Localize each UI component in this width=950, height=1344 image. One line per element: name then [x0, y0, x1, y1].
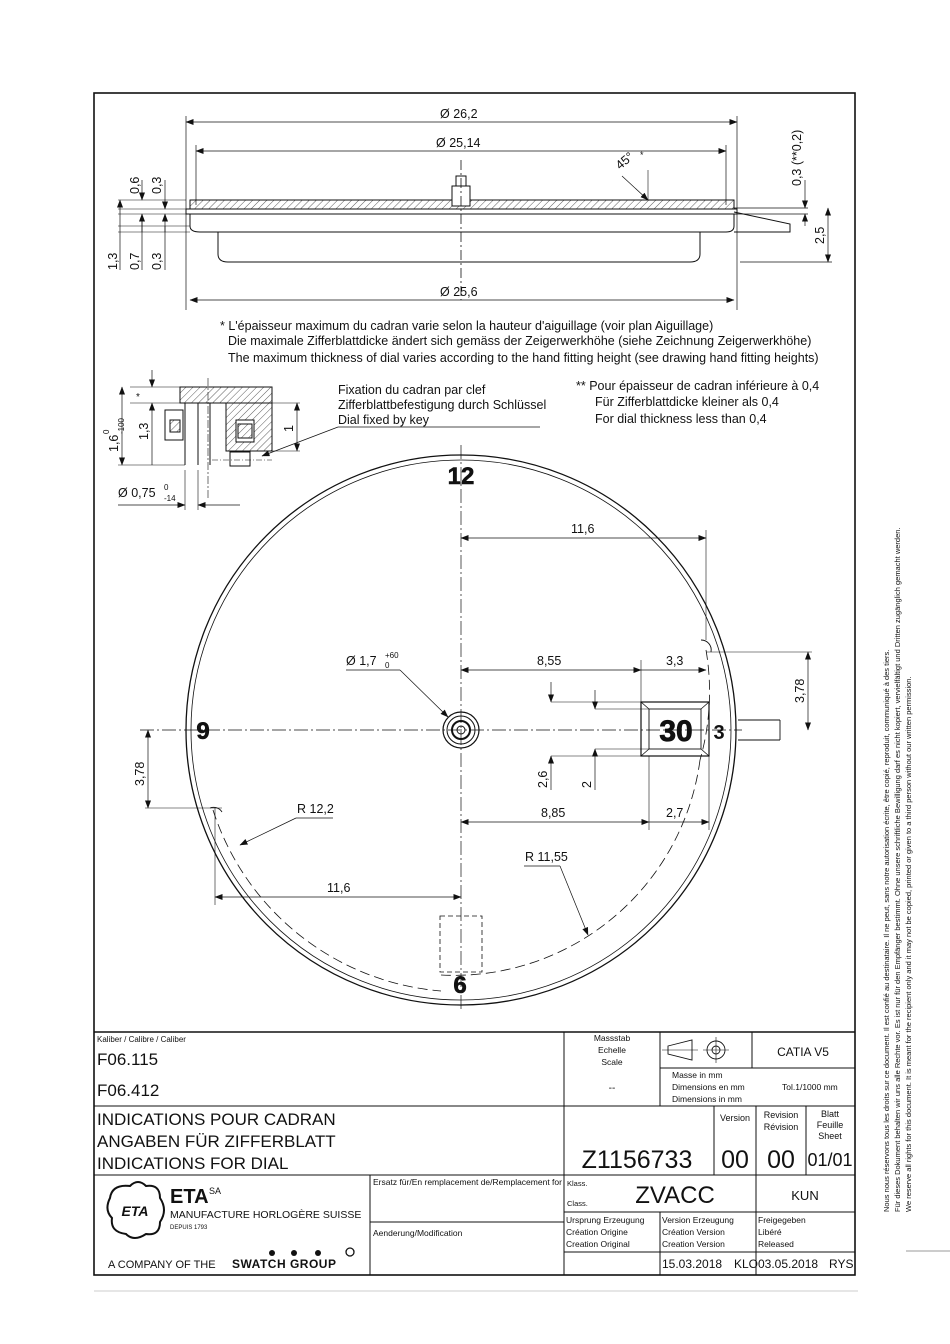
released-1: Freigegeben	[758, 1215, 806, 1225]
revision-value: 00	[767, 1146, 795, 1174]
note-star-de: Die maximale Zifferblattdicke ändert sich gemäss der Zeigerwerkhöhe (siehe Zeichnung Zeigerwerkhöhe)	[228, 334, 812, 348]
dim-r1155: R 11,55	[525, 850, 568, 864]
detail-dim-16: 1,6	[107, 434, 121, 452]
swatch-dots-icon	[269, 1248, 354, 1256]
tolerance: Tol.1/1000 mm	[782, 1082, 838, 1092]
drawing-number: Z1156733	[581, 1146, 693, 1174]
scale-label-2: Echelle	[598, 1045, 626, 1055]
scale-label-3: Scale	[601, 1057, 623, 1067]
author-origin: KLO	[734, 1257, 759, 1271]
dim-26: 2,6	[536, 770, 550, 788]
sheet-value: 01/01	[807, 1150, 853, 1170]
dial-numeral-9: 9	[196, 718, 210, 745]
brand-subtitle: MANUFACTURE HORLOGÈRE SUISSE	[170, 1209, 362, 1221]
date-origin: 15.03.2018	[662, 1257, 723, 1271]
svg-text:Nous nous réservons tous les d: Nous nous réservons tous les droits sur ce document. Il est confié au destinataire. Il ne peut, sans notre autorisation écrite, être copié, reproduit, communiqué à des tiers.	[882, 649, 891, 1212]
hole-diameter: Ø 1,7	[346, 654, 377, 668]
brand-since: DEPUIS 1793	[170, 1225, 208, 1231]
swatch-group: SWATCH GROUP	[232, 1257, 337, 1271]
released-2: Libéré	[758, 1227, 782, 1237]
brand-sup: SA	[209, 1186, 222, 1196]
dim-116-top: 11,6	[571, 522, 595, 536]
detail-star: *	[136, 392, 140, 403]
dim-bottom-diameter: Ø 25,6	[440, 285, 478, 299]
dim-27: 2,7	[666, 806, 684, 820]
version-created-3: Creation Version	[662, 1239, 725, 1249]
author-released: RYS	[829, 1257, 854, 1271]
version-created-1: Version Erzeugung	[662, 1215, 734, 1225]
dim-angle: 45°	[612, 149, 637, 173]
class-label-1: Klass.	[567, 1179, 588, 1188]
kun: KUN	[791, 1188, 819, 1203]
dim-left-03b: 0,3	[150, 252, 164, 270]
copyright-notice	[882, 527, 913, 1212]
date-released: 03.05.2018	[758, 1257, 819, 1271]
note-fix-en: Dial fixed by key	[338, 413, 430, 427]
note-dstar-de: Für Zifferblattdicke kleiner als 0,4	[595, 395, 779, 409]
svg-text:We reserve all rights for this: We reserve all rights for this document. It is meant for the recipient only and it may not be copied, printed or given to a third person without our written permission.	[904, 676, 913, 1212]
dim-angle-star: *	[640, 150, 644, 160]
revision-label-1: Revision	[763, 1110, 799, 1120]
title-en: INDICATIONS FOR DIAL	[97, 1154, 289, 1173]
dim-378-left: 3,78	[133, 761, 147, 786]
dim-inner-diameter: Ø 25,14	[436, 136, 481, 150]
company-line: A COMPANY OF THE	[108, 1259, 216, 1271]
note-dstar-en: For dial thickness less than 0,4	[595, 412, 767, 426]
detail-dim-dia-tol-bottom: -14	[164, 494, 176, 503]
caliber-1: F06.115	[97, 1050, 159, 1069]
dial-front-view	[140, 445, 812, 1012]
title-de: ANGABEN FÜR ZIFFERBLATT	[97, 1132, 336, 1151]
date-display: 30	[659, 715, 693, 748]
sheet-label-2: Feuille	[816, 1120, 844, 1130]
note-dstar-fr: ** Pour épaisseur de cadran inférieure à 0,4	[576, 379, 820, 393]
sheet-label-3: Sheet	[818, 1131, 842, 1141]
version-created-2: Création Version	[662, 1227, 725, 1237]
detail-dim-dia-tol-top: 0	[164, 483, 169, 492]
scale-label-1: Massstab	[593, 1033, 631, 1043]
dim-total-height: 2,5	[813, 226, 827, 244]
dim-885: 8,85	[541, 806, 566, 820]
sheet-label-1: Blatt	[820, 1109, 840, 1119]
modification-label: Aenderung/Modification	[373, 1228, 463, 1238]
revision-label-2: Révision	[763, 1122, 799, 1132]
dim-r122: R 12,2	[297, 802, 334, 816]
brand-name: ETA	[170, 1186, 209, 1208]
units-3: Dimensions in mm	[672, 1094, 742, 1104]
detail-dim-1: 1	[282, 425, 296, 432]
origin-2: Création Origine	[566, 1227, 628, 1237]
units-2: Dimensions en mm	[672, 1082, 745, 1092]
dial-numeral-3: 3	[713, 722, 725, 744]
title-fr: INDICATIONS POUR CADRAN	[97, 1110, 336, 1129]
dim-33: 3,3	[666, 654, 684, 668]
hole-tol-top: +60	[385, 651, 399, 660]
scale-value: --	[608, 1083, 616, 1094]
dim-height-tolerance: 0,3 (**0,2)	[790, 129, 804, 186]
dim-left-03a: 0,3	[150, 176, 164, 194]
class-label-2: Class.	[567, 1199, 588, 1208]
class-value: ZVACC	[635, 1182, 715, 1209]
caliber-2: F06.412	[97, 1081, 160, 1100]
replace-label: Ersatz für/En remplacement de/Remplacement for	[373, 1177, 562, 1187]
note-star-fr: * L'épaisseur maximum du cadran varie selon la hauteur d'aiguillage (voir plan Aiguillage)	[220, 319, 714, 333]
released-3: Released	[758, 1239, 794, 1249]
dim-855: 8,55	[537, 654, 562, 668]
svg-text:Für dieses Dokument behalten w: Für dieses Dokument behalten wir uns alle Rechte vor. Es ist nur für den Empfänger bestimmt. Ohne unsere schriftliche Bewilligung darf es nicht kopiert, vervielfältigt und Dritten zugänglich gemacht werden.	[893, 527, 902, 1212]
dim-outer-diameter: Ø 26,2	[440, 107, 478, 121]
note-star-en: The maximum thickness of dial varies according to the hand fitting height (see drawing hand fitting heights)	[228, 351, 819, 365]
dim-left-06: 0,6	[128, 176, 142, 194]
eta-logo	[107, 1182, 164, 1238]
note-fix-de: Zifferblattbefestigung durch Schlüssel	[338, 398, 547, 412]
cad-system: CATIA V5	[777, 1045, 829, 1059]
dim-2: 2	[580, 781, 594, 788]
detail-dim-13: 1,3	[137, 422, 151, 440]
version-value: 00	[721, 1146, 749, 1174]
origin-3: Creation Original	[566, 1239, 630, 1249]
dial-numeral-6: 6	[453, 972, 467, 999]
detail-dim-16-tol-top: 0	[102, 429, 111, 434]
svg-text:ETA: ETA	[121, 1203, 149, 1219]
detail-dim-16-tol-bottom: -100	[117, 417, 126, 434]
detail-dim-dia: Ø 0,75	[118, 486, 156, 500]
hole-tol-bottom: 0	[385, 661, 390, 670]
dim-378-right: 3,78	[793, 678, 807, 703]
caliber-label: Kaliber / Calibre / Caliber	[97, 1035, 186, 1044]
version-label: Version	[719, 1113, 751, 1123]
dim-left-13: 1,3	[106, 252, 120, 270]
origin-1: Ursprung Erzeugung	[566, 1215, 645, 1225]
dial-numeral-12: 12	[447, 463, 475, 490]
units-1: Masse in mm	[672, 1070, 723, 1080]
dim-116-bottom: 11,6	[327, 881, 351, 895]
dim-left-07: 0,7	[128, 252, 142, 270]
note-fix-fr: Fixation du cadran par clef	[338, 383, 486, 397]
